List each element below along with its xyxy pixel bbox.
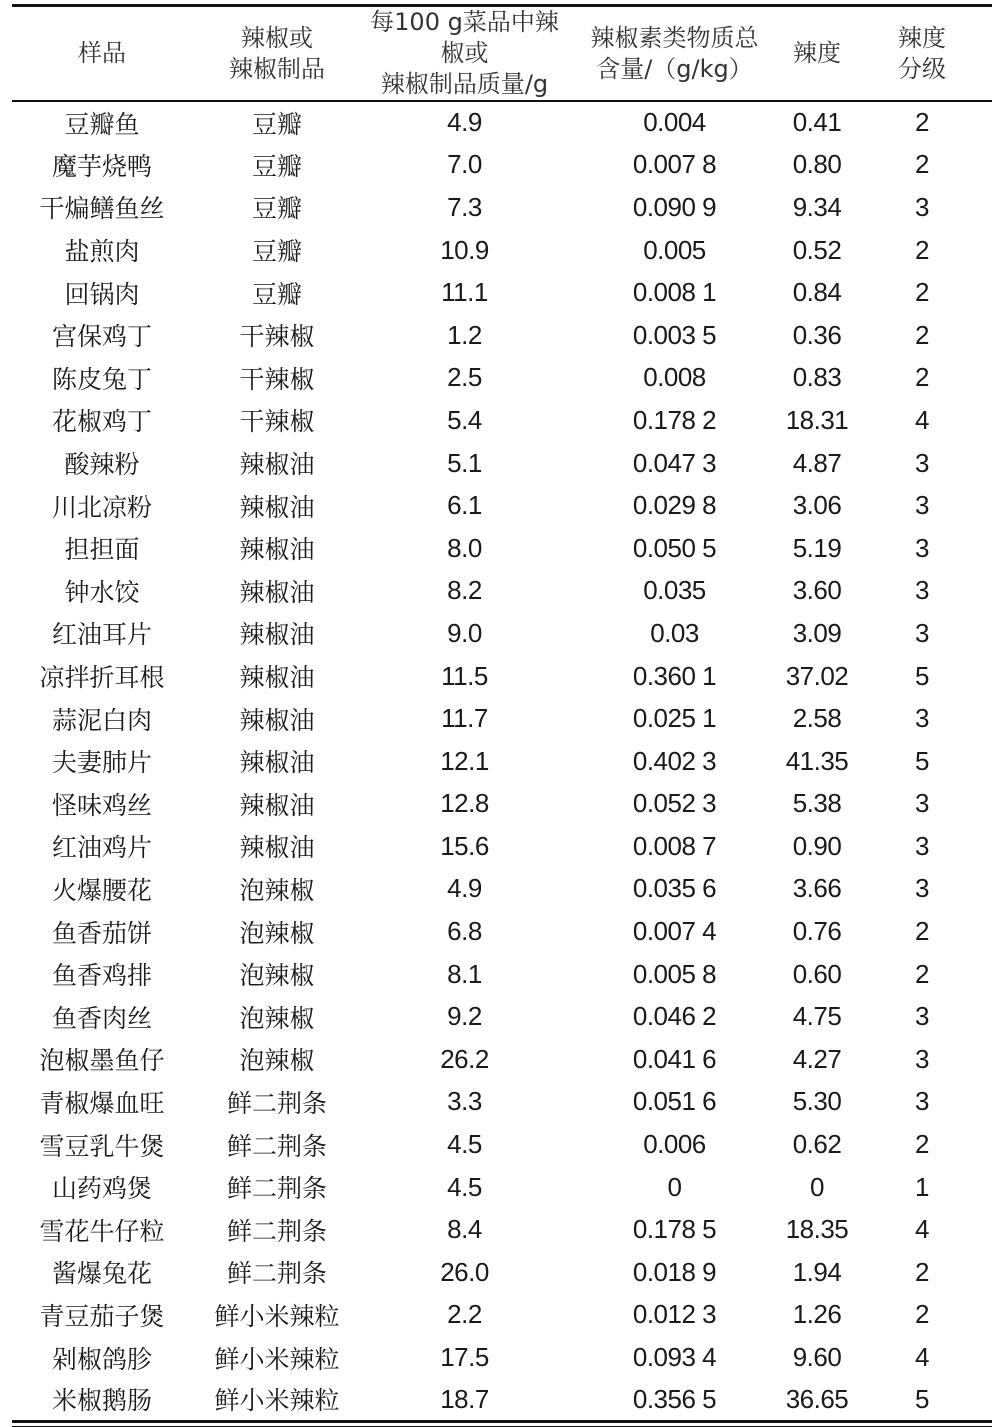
cell-capsaicin-content: 0.093 4 [632, 1342, 717, 1373]
cell-pungency: 3.60 [792, 575, 842, 606]
table-row [12, 484, 992, 527]
cell-capsaicin-content: 0.047 3 [632, 447, 717, 478]
cell-pungency-grade: 3 [915, 1043, 929, 1074]
cell-sample: 红油鸡片 [51, 833, 152, 863]
cell-pepper-product: 辣椒油 [239, 492, 315, 522]
cell-pepper-mass: 17.5 [440, 1342, 489, 1373]
cell-pepper-mass: 8.1 [447, 958, 482, 989]
cell-sample: 干煸鳝鱼丝 [39, 194, 165, 224]
cell-pungency-grade: 1 [915, 1171, 929, 1202]
cell-pungency-grade: 3 [915, 490, 929, 521]
cell-pepper-product: 辣椒油 [239, 535, 315, 565]
cell-pepper-product: 干辣椒 [239, 322, 315, 352]
cell-pungency: 0 [810, 1171, 824, 1202]
cell-pungency-grade: 3 [915, 1001, 929, 1032]
table-row [12, 1081, 992, 1124]
cell-sample: 泡椒墨鱼仔 [39, 1046, 165, 1076]
cell-pungency-grade: 4 [915, 404, 929, 435]
cell-sample: 青豆茄子煲 [39, 1301, 165, 1331]
cell-pungency-grade: 4 [915, 1342, 929, 1373]
cell-sample: 花椒鸡丁 [51, 407, 152, 437]
cell-capsaicin-content: 0.005 8 [632, 958, 717, 989]
cell-pepper-mass: 4.9 [447, 107, 482, 138]
cell-pungency: 0.60 [792, 958, 842, 989]
cell-pungency-grade: 3 [915, 873, 929, 904]
cell-pungency: 36.65 [782, 1379, 852, 1422]
cell-capsaicin-content: 0.025 1 [632, 703, 717, 734]
cell-sample: 火爆腰花 [51, 875, 152, 905]
table-body [12, 101, 992, 1421]
cell-capsaicin-content: 0.008 [643, 362, 706, 393]
cell-pungency: 0.62 [792, 1129, 842, 1160]
cell-sample: 剁椒鸽胗 [51, 1344, 152, 1374]
cell-capsaicin-content: 0.356 5 [567, 1379, 782, 1422]
cell-sample: 雪花牛仔粒 [39, 1216, 165, 1246]
cell-pepper-mass: 6.8 [447, 916, 482, 947]
cell-pungency: 0.90 [792, 830, 842, 861]
cell-pungency-grade: 3 [915, 788, 929, 819]
cell-pungency-grade: 2 [915, 149, 929, 180]
cell-pepper-mass: 10.9 [440, 234, 489, 265]
table-header [12, 6, 992, 102]
cell-pepper-product: 辣椒油 [239, 577, 315, 607]
header-line: 辣度 [898, 23, 946, 52]
cell-sample: 凉拌折耳根 [39, 663, 165, 693]
cell-sample: 蒜泥白肉 [51, 705, 152, 735]
cell-capsaicin-content: 0.046 2 [632, 1001, 717, 1032]
cell-pepper-product: 泡辣椒 [239, 961, 315, 991]
header-line: 每100 g菜品中辣椒或 [370, 8, 559, 67]
cell-pepper-product: 鲜二荆条 [226, 1131, 327, 1161]
header-line: 辣椒制品质量/g [380, 70, 549, 98]
cell-pungency-grade: 2 [915, 362, 929, 393]
cell-pepper-product: 鲜小米辣粒 [214, 1301, 340, 1331]
cell-pungency-grade: 2 [915, 277, 929, 308]
cell-pungency: 4.27 [792, 1043, 842, 1074]
cell-sample: 鱼香肉丝 [51, 1003, 152, 1033]
cell-pepper-product: 鲜二荆条 [226, 1174, 327, 1204]
cell-pepper-mass: 6.1 [447, 490, 482, 521]
cell-capsaicin-content: 0.007 4 [632, 916, 717, 947]
cell-pepper-mass: 3.3 [447, 1086, 482, 1117]
cell-sample: 雪豆乳牛煲 [39, 1131, 165, 1161]
cell-pungency: 1.94 [792, 1256, 842, 1287]
table-row [12, 442, 992, 485]
cell-sample: 夫妻肺片 [51, 748, 152, 778]
cell-pepper-mass: 11.5 [441, 660, 488, 691]
cell-pungency: 0.84 [792, 277, 842, 308]
cell-pungency: 0.36 [792, 319, 842, 350]
cell-capsaicin-content: 0.008 7 [632, 830, 717, 861]
cell-pungency: 9.34 [792, 191, 842, 222]
cell-pepper-mass: 12.8 [440, 788, 489, 819]
cell-pepper-product: 豆瓣 [251, 279, 302, 309]
cell-pepper-product: 辣椒油 [239, 620, 315, 650]
cell-pungency-grade: 5 [915, 660, 929, 691]
cell-pungency-grade: 2 [915, 916, 929, 947]
header-line: 含量/（g/kg） [596, 54, 753, 83]
cell-sample: 鱼香鸡排 [51, 961, 152, 991]
cell-pepper-product: 泡辣椒 [239, 875, 315, 905]
cell-capsaicin-content: 0.005 [643, 234, 706, 265]
cell-capsaicin-content: 0.008 1 [632, 277, 717, 308]
cell-pungency: 9.60 [792, 1342, 842, 1373]
table-row [12, 1038, 992, 1081]
cell-pungency-grade: 2 [915, 1299, 929, 1330]
cell-sample: 陈皮兔丁 [51, 364, 152, 394]
cell-sample: 红油耳片 [51, 620, 152, 650]
cell-pungency: 2.58 [792, 703, 842, 734]
cell-capsaicin-content: 0.090 9 [632, 191, 717, 222]
cell-pepper-product: 辣椒油 [239, 833, 315, 863]
header-line: 辣度 [793, 39, 841, 67]
table-row [12, 740, 992, 783]
cell-sample: 担担面 [64, 535, 140, 565]
cell-pungency-grade: 2 [915, 234, 929, 265]
cell-sample: 酸辣粉 [64, 450, 140, 480]
cell-capsaicin-content: 0.035 6 [632, 873, 717, 904]
cell-pepper-mass: 18.7 [362, 1379, 567, 1422]
cell-capsaicin-content: 0.052 3 [632, 788, 717, 819]
cell-pungency: 0.80 [792, 149, 842, 180]
cell-pepper-product: 辣椒油 [239, 705, 315, 735]
cell-pepper-mass: 15.6 [440, 830, 489, 861]
table-row [12, 229, 992, 272]
cell-pepper-mass: 9.2 [447, 1001, 482, 1032]
cell-pungency-grade: 3 [915, 830, 929, 861]
cell-pungency: 5.38 [792, 788, 842, 819]
cell-pepper-product: 泡辣椒 [239, 1003, 315, 1033]
cell-capsaicin-content: 0 [667, 1171, 682, 1202]
table-row [12, 1294, 992, 1337]
capsaicin-table [12, 4, 992, 1423]
table-row [12, 527, 992, 570]
table-row [12, 868, 992, 911]
cell-pepper-mass: 2.2 [447, 1299, 482, 1330]
table-row [12, 1166, 992, 1209]
cell-sample: 魔芋烧鸭 [51, 151, 152, 181]
cell-pepper-product: 豆瓣 [251, 194, 302, 224]
cell-pungency-grade: 2 [915, 958, 929, 989]
cell-pungency-grade: 2 [915, 319, 929, 350]
cell-pungency-grade: 3 [915, 617, 929, 648]
cell-sample: 米椒鹅肠 [12, 1379, 192, 1422]
table-row [12, 655, 992, 698]
cell-pepper-mass: 2.5 [447, 362, 482, 393]
cell-pepper-mass: 11.1 [441, 277, 488, 308]
cell-pepper-product: 辣椒油 [239, 748, 315, 778]
header-capsaicin-content [567, 6, 782, 102]
cell-pungency-grade: 3 [915, 703, 929, 734]
header-row [12, 6, 992, 102]
table-row [12, 570, 992, 613]
cell-sample: 回锅肉 [64, 279, 140, 309]
cell-sample: 宫保鸡丁 [51, 322, 152, 352]
table-row [12, 1379, 992, 1422]
table-row [12, 314, 992, 357]
cell-capsaicin-content: 0.041 6 [632, 1043, 717, 1074]
cell-pepper-product: 鲜二荆条 [226, 1088, 327, 1118]
cell-pungency: 0.76 [792, 916, 842, 947]
cell-pepper-product: 泡辣椒 [239, 1046, 315, 1076]
cell-pungency: 0.52 [792, 234, 842, 265]
table-row [12, 1123, 992, 1166]
cell-pepper-product: 辣椒油 [239, 450, 315, 480]
cell-pepper-mass: 11.7 [441, 703, 488, 734]
cell-pungency-grade: 2 [915, 1256, 929, 1287]
header-pepper-mass [362, 6, 567, 102]
cell-pepper-mass: 5.1 [447, 447, 482, 478]
cell-pepper-mass: 4.5 [447, 1129, 482, 1160]
cell-pungency: 3.06 [792, 490, 842, 521]
cell-pungency: 18.35 [785, 1214, 849, 1245]
table-row [12, 271, 992, 314]
cell-capsaicin-content: 0.178 5 [632, 1214, 717, 1245]
cell-pepper-product: 鲜二荆条 [226, 1216, 327, 1246]
cell-sample: 青椒爆血旺 [39, 1088, 165, 1118]
table-row [12, 399, 992, 442]
cell-pepper-product: 豆瓣 [251, 237, 302, 267]
cell-pepper-product: 鲜小米辣粒 [214, 1344, 340, 1374]
cell-capsaicin-content: 0.051 6 [632, 1086, 717, 1117]
cell-pepper-product: 干辣椒 [239, 407, 315, 437]
table-row [12, 186, 992, 229]
cell-pepper-product: 豆瓣 [251, 151, 302, 181]
cell-pungency: 4.75 [792, 1001, 842, 1032]
cell-sample: 川北凉粉 [51, 492, 152, 522]
cell-pungency: 1.26 [792, 1299, 842, 1330]
cell-sample: 怪味鸡丝 [51, 790, 152, 820]
header-sample [12, 6, 192, 102]
table-row [12, 910, 992, 953]
cell-pepper-mass: 12.1 [440, 745, 489, 776]
cell-pepper-product: 辣椒油 [239, 663, 315, 693]
cell-capsaicin-content: 0.012 3 [632, 1299, 717, 1330]
cell-pepper-mass: 8.0 [447, 532, 482, 563]
cell-capsaicin-content: 0.050 5 [632, 532, 717, 563]
cell-pungency: 41.35 [785, 745, 849, 776]
table-row [12, 1208, 992, 1251]
cell-pungency: 3.09 [792, 617, 842, 648]
cell-capsaicin-content: 0.035 [643, 575, 706, 606]
cell-pungency: 0.41 [792, 107, 842, 138]
cell-pungency: 18.31 [785, 404, 849, 435]
cell-pepper-mass: 1.2 [447, 319, 482, 350]
cell-pepper-product: 干辣椒 [239, 364, 315, 394]
header-pepper-product [192, 6, 362, 102]
cell-pepper-mass: 26.2 [440, 1043, 489, 1074]
cell-pungency: 3.66 [792, 873, 842, 904]
cell-pungency-grade: 5 [852, 1379, 992, 1422]
cell-sample: 豆瓣鱼 [64, 109, 140, 139]
cell-sample: 盐煎肉 [64, 237, 140, 267]
cell-pungency: 0.83 [792, 362, 842, 393]
table-row [12, 101, 992, 144]
header-line: 辣椒素类物质总 [590, 23, 759, 52]
cell-pepper-product: 泡辣椒 [239, 918, 315, 948]
cell-sample: 鱼香茄饼 [51, 918, 152, 948]
cell-capsaicin-content: 0.402 3 [632, 745, 717, 776]
cell-capsaicin-content: 0.03 [650, 617, 699, 648]
cell-pepper-product: 豆瓣 [251, 109, 302, 139]
cell-pepper-mass: 5.4 [447, 404, 482, 435]
cell-sample: 酱爆兔花 [51, 1259, 152, 1289]
cell-capsaicin-content: 0.003 5 [632, 319, 717, 350]
cell-pungency: 5.19 [792, 532, 842, 563]
cell-pepper-mass: 4.5 [447, 1171, 482, 1202]
cell-pepper-product: 鲜二荆条 [226, 1259, 327, 1289]
cell-pungency-grade: 2 [915, 107, 929, 138]
cell-pungency: 4.87 [792, 447, 842, 478]
cell-capsaicin-content: 0.178 2 [632, 404, 717, 435]
header-line: 辣椒制品 [229, 54, 325, 83]
cell-pungency-grade: 4 [915, 1214, 929, 1245]
cell-pepper-mass: 8.2 [447, 575, 482, 606]
cell-pungency: 5.30 [792, 1086, 842, 1117]
cell-capsaicin-content: 0.029 8 [632, 490, 717, 521]
cell-pepper-mass: 8.4 [447, 1214, 482, 1245]
header-line: 样品 [78, 39, 126, 67]
table-row [12, 783, 992, 826]
header-line: 辣椒或 [241, 23, 313, 52]
table-row [12, 357, 992, 400]
cell-pepper-mass: 26.0 [440, 1256, 489, 1287]
cell-pungency: 37.02 [785, 660, 849, 691]
table-row [12, 612, 992, 655]
cell-pungency-grade: 5 [915, 745, 929, 776]
cell-pepper-product: 鲜小米辣粒 [192, 1379, 362, 1422]
cell-pepper-mass: 7.3 [447, 191, 482, 222]
cell-pungency-grade: 2 [915, 1129, 929, 1160]
table-row [12, 697, 992, 740]
cell-pungency-grade: 3 [915, 532, 929, 563]
header-line: 分级 [898, 54, 946, 83]
table-row [12, 1251, 992, 1294]
header-pungency [782, 6, 852, 102]
cell-capsaicin-content: 0.360 1 [632, 660, 717, 691]
cell-sample: 山药鸡煲 [51, 1174, 152, 1204]
header-pungency-grade [852, 6, 992, 102]
cell-capsaicin-content: 0.007 8 [632, 149, 717, 180]
cell-pungency-grade: 3 [915, 575, 929, 606]
table-row [12, 1336, 992, 1379]
cell-pungency-grade: 3 [915, 1086, 929, 1117]
cell-capsaicin-content: 0.018 9 [632, 1256, 717, 1287]
cell-pepper-mass: 4.9 [447, 873, 482, 904]
cell-capsaicin-content: 0.006 [643, 1129, 706, 1160]
table-row [12, 144, 992, 187]
table-row [12, 995, 992, 1038]
cell-pepper-product: 辣椒油 [239, 790, 315, 820]
cell-pungency-grade: 3 [915, 191, 929, 222]
table-row [12, 825, 992, 868]
cell-pepper-mass: 7.0 [447, 149, 482, 180]
data-table-container [12, 4, 992, 1427]
cell-pungency-grade: 3 [915, 447, 929, 478]
cell-capsaicin-content: 0.004 [643, 107, 706, 138]
cell-pepper-mass: 9.0 [447, 617, 482, 648]
table-row [12, 953, 992, 996]
cell-sample: 钟水饺 [64, 577, 140, 607]
